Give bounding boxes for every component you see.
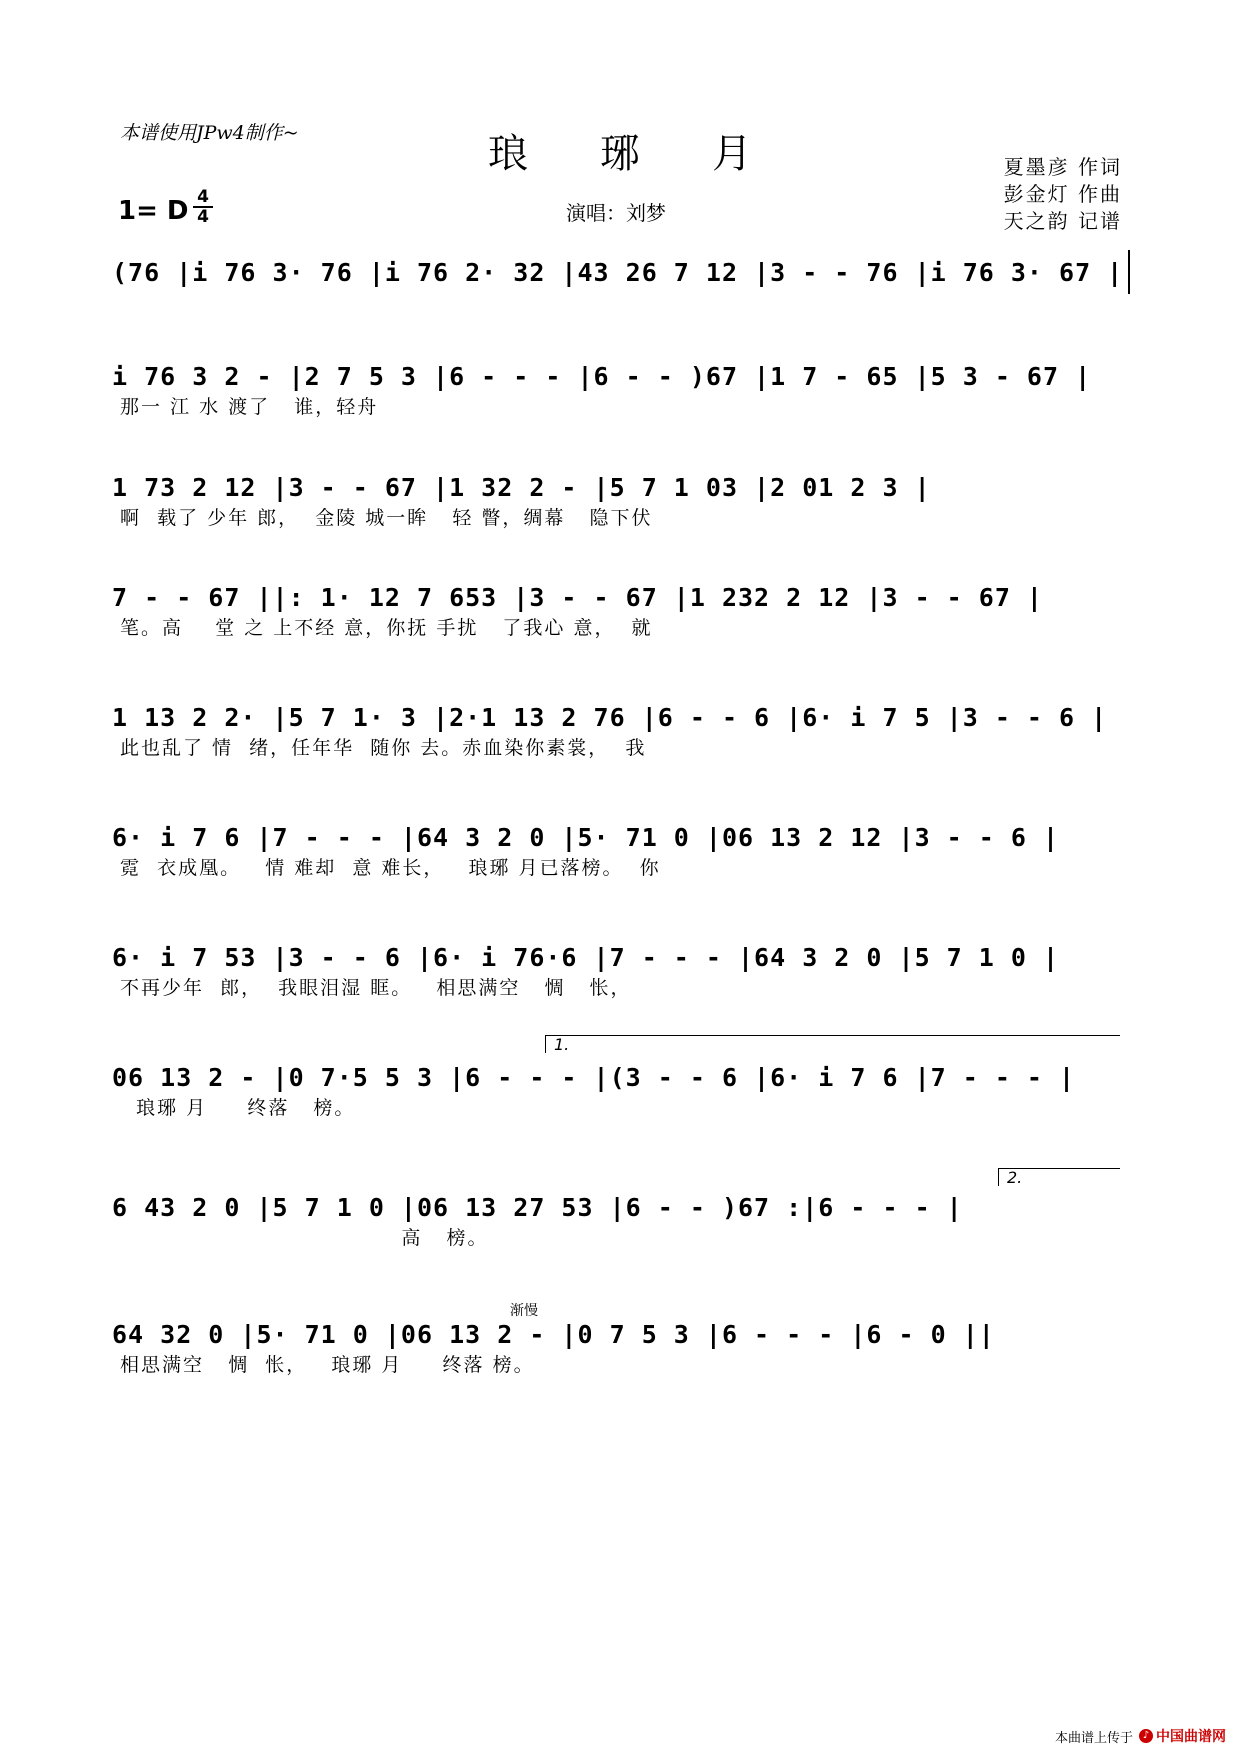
notation-row: 1 13 2 2· |5 7 1· 3 |2·1 13 2 76 |6 - - 6 |6· i 7 5 |3 - - 6 | <box>112 703 1108 732</box>
composer: 彭金灯 作曲 <box>1003 182 1122 206</box>
lyrics-row: 啊 载了 少年 郎， 金陵 城一眸 轻 瞥，绸幕 隐下伏 <box>120 507 653 529</box>
notation-row: 7 - - 67 ||: 1· 12 7 653 |3 - - 67 |1 232 2 12 |3 - - 67 | <box>112 583 1043 612</box>
lyrics-row: 笔。高 堂 之 上不经 意，你抚 手扰 了我心 意， 就 <box>120 617 653 639</box>
upload-text: 本曲谱上传于 <box>1054 1730 1133 1746</box>
lyricist: 夏墨彦 作词 <box>1003 155 1122 179</box>
volta-2: 2. <box>998 1168 1120 1186</box>
notation-row: 06 13 2 - |0 7·5 5 3 |6 - - - |(3 - - 6 |6· i 7 6 |7 - - - | <box>112 1063 1076 1092</box>
notation-row: 6· i 7 53 |3 - - 6 |6· i 76·6 |7 - - - |64 3 2 0 |5 7 1 0 | <box>112 943 1060 972</box>
song-title: 琅琊月 <box>488 131 824 177</box>
lyrics-row: 不再少年 郎， 我眼泪湿 眶。 相思满空 惆 怅， <box>120 977 632 999</box>
time-signature <box>192 188 214 226</box>
transcriber: 天之韵 记谱 <box>1003 209 1122 233</box>
authors-block <box>1004 154 1122 235</box>
singer: 演唱：刘梦 <box>566 201 666 225</box>
lyrics-row: 琅琊 月 终落 榜。 <box>120 1097 356 1119</box>
site-logo[interactable] <box>1139 1726 1226 1746</box>
notation-row: 1 73 2 12 |3 - - 67 |1 32 2 - |5 7 1 03 |2 01 2 3 | <box>112 473 931 502</box>
key-signature: 1= D <box>118 196 189 226</box>
lyrics-row: 高 榜。 <box>120 1227 489 1249</box>
time-sig-bottom: 4 <box>197 207 209 227</box>
notation-row: 64 32 0 |5· 71 0 |06 13 2 - |0 7 5 3 |6 - - - |6 - 0 || <box>112 1320 995 1349</box>
footer <box>1055 1726 1226 1746</box>
site-name: 中国曲谱网 <box>1156 1729 1226 1745</box>
lyrics-row: 相思满空 惆 怅， 琅琊 月 终落 榜。 <box>120 1354 535 1376</box>
lyrics-row: 那一 江 水 渡了 谁，轻舟 <box>120 396 379 418</box>
time-sig-top: 4 <box>197 187 209 207</box>
software-credit: 本谱使用JPw4制作~ <box>120 122 299 144</box>
lyrics-row: 此也乱了 情 绪，任年华 随你 去。赤血染你素裳， 我 <box>120 737 647 759</box>
tempo-marking: 渐慢 <box>510 1303 538 1319</box>
lyrics-row: 霓 衣成凰。 情 难却 意 难长， 琅琊 月已落榜。 你 <box>120 857 661 879</box>
music-note-icon: ♪ <box>1139 1729 1153 1743</box>
notation-row: (76 |i 76 3· 76 |i 76 2· 32 |43 26 7 12 |3 - - 76 |i 76 3· 67 | <box>112 258 1124 287</box>
barline <box>1128 250 1130 294</box>
notation-row: 6· i 7 6 |7 - - - |64 3 2 0 |5· 71 0 |06 13 2 12 |3 - - 6 | <box>112 823 1060 852</box>
notation-row: 6 43 2 0 |5 7 1 0 |06 13 27 53 |6 - - )67 :|6 - - - | <box>112 1193 963 1222</box>
notation-row: i 76 3 2 - |2 7 5 3 |6 - - - |6 - - )67 |1 7 - 65 |5 3 - 67 | <box>112 362 1092 391</box>
volta-1: 1. <box>545 1035 1120 1053</box>
